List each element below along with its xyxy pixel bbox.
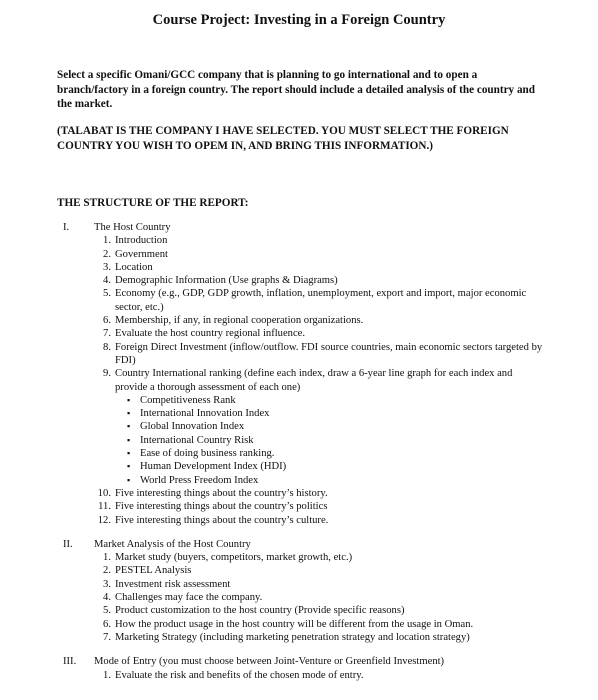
item-text: Five interesting things about the country’s politics [115,501,328,513]
item-number: 9. [103,368,111,380]
section-title: The Host Country [94,222,171,233]
section-numeral: I. [63,222,70,233]
list-item [94,618,543,631]
item-number: 4. [103,275,111,287]
intro-paragraph: Select a specific Omani/GCC company that is planning to go international and to open a branch/factory in a foreign country. The report should include a detailed analysis of the country and the market. [57,69,535,110]
list-item [94,274,543,287]
list-item [94,327,543,340]
item-number: 11. [98,501,111,513]
item-text: Investment risk assessment [115,578,231,590]
item-number: 3. [103,578,111,590]
item-text: Economy (e.g., GDP, GDP growth, inflation, unemployment, export and import, major economic sector, etc.) [115,288,527,313]
report-section [63,221,543,527]
item-text: Evaluate the risk and benefits of the chosen mode of entry. [115,669,364,681]
item-text: Five interesting things about the country’s culture. [115,514,329,526]
sub-item-text: Global Innovation Index [140,421,245,433]
sub-list-item [126,407,543,420]
item-text: Location [115,261,153,273]
item-text: PESTEL Analysis [115,565,192,577]
item-number: 12. [97,514,111,526]
list-item [94,487,543,500]
item-text: How the product usage in the host country will be different from the usage in Oman. [115,618,474,630]
section-item-list [63,234,543,527]
sub-list-item [126,447,543,460]
list-item [94,631,543,644]
list-item [94,551,543,564]
report-section [63,538,543,644]
item-text: Challenges may face the company. [115,592,263,604]
item-number: 5. [103,605,111,617]
report-structure [0,221,598,682]
item-number: 6. [103,315,111,327]
bullet-icon: ▪ [127,434,131,445]
note-paragraph: (TALABAT IS THE COMPANY I HAVE SELECTED. YOU MUST SELECT THE FOREIGN COUNTRY YOU WISH TO OPEM IN, AND BRING THIS INFORMATION.) [57,125,509,152]
section-numeral: III. [63,656,77,668]
list-item [94,604,543,617]
item-number: 5. [103,288,111,300]
list-item [94,341,543,368]
item-number: 1. [103,235,111,247]
list-item [94,669,543,682]
item-number: 7. [103,631,111,643]
item-number: 1. [103,669,111,681]
item-text: Marketing Strategy (including marketing penetration strategy and location strategy) [115,631,470,643]
item-number: 8. [103,341,111,353]
bullet-icon: ▪ [127,474,131,485]
section-heading [63,221,543,234]
bullet-icon: ▪ [127,461,131,472]
sub-list-item [126,434,543,447]
sub-list-item [126,460,543,473]
sub-list-item [126,474,543,487]
item-number: 3. [103,261,111,273]
list-item [94,500,543,513]
list-item [94,591,543,604]
section-title: Market Analysis of the Host Country [94,538,251,550]
item-text: Introduction [115,235,168,247]
structure-heading: THE STRUCTURE OF THE REPORT: [57,197,249,209]
bullet-icon: ▪ [127,421,131,432]
list-item [94,248,543,261]
bullet-icon: ▪ [127,408,131,419]
list-item [94,234,543,247]
item-text: Five interesting things about the country’s history. [115,487,328,499]
list-item [94,367,543,487]
item-text: Government [115,248,168,260]
sub-list-item [126,394,543,407]
list-item [94,564,543,577]
bullet-icon: ▪ [127,448,131,459]
item-number: 10. [97,487,111,499]
section-heading [63,538,543,551]
item-text: Membership, if any, in regional cooperation organizations. [115,315,364,327]
sub-item-text: World Press Freedom Index [140,474,259,486]
sub-item-text: International Country Risk [140,434,254,446]
sub-item-text: Competitiveness Rank [140,394,236,406]
bullet-icon: ▪ [127,394,131,405]
list-item [94,261,543,274]
item-text: Foreign Direct Investment (inflow/outflow. FDI source countries, main economic sectors targeted by FDI) [115,341,543,366]
item-number: 4. [103,592,111,604]
section-heading [63,655,543,668]
document-title: Course Project: Investing in a Foreign Country [152,12,446,28]
item-text: Market study (buyers, competitors, market growth, etc.) [115,552,353,564]
section-numeral: II. [63,538,73,550]
item-text: Country International ranking (define each index, draw a 6-year line graph for each index and provide a thorough assessment of each one) [115,368,513,393]
sub-list [115,394,543,487]
report-section [63,655,543,682]
item-number: 7. [103,328,111,340]
sub-item-text: Human Development Index (HDI) [140,461,287,473]
list-item [94,578,543,591]
sub-item-text: Ease of doing business ranking. [140,448,275,460]
item-text: Evaluate the host country regional influence. [115,328,306,340]
item-number: 2. [103,565,111,577]
section-item-list [63,551,543,644]
section-item-list [63,669,543,682]
item-text: Demographic Information (Use graphs & Diagrams) [115,275,338,287]
item-number: 6. [103,618,111,630]
list-item [94,287,543,314]
item-number: 1. [103,552,111,564]
sub-list-item [126,420,543,433]
section-title: Mode of Entry (you must choose between Joint-Venture or Greenfield Investment) [94,656,445,668]
item-number: 2. [103,248,111,260]
sub-item-text: International Innovation Index [140,408,270,420]
list-item [94,514,543,527]
list-item [94,314,543,327]
item-text: Product customization to the host country (Provide specific reasons) [115,605,405,617]
